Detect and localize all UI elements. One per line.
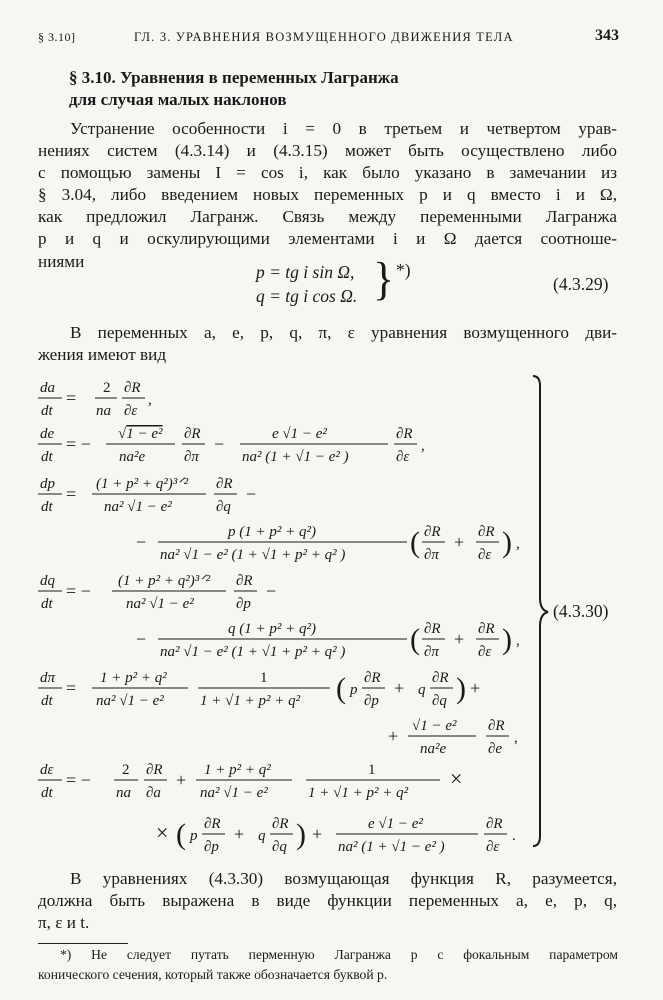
equation-line: q = tg i cos Ω. xyxy=(256,286,358,306)
svg-text:−: − xyxy=(136,532,147,552)
svg-text:= −: = − xyxy=(66,581,91,601)
svg-text:∂R: ∂R xyxy=(204,816,221,832)
svg-text:na² √1 − e²: na² √1 − e² xyxy=(104,499,172,515)
svg-text:dt: dt xyxy=(41,449,53,465)
svg-text:1 + √1 + p² + q²: 1 + √1 + p² + q² xyxy=(200,693,301,709)
svg-text:p: p xyxy=(190,828,198,844)
svg-text:+: + xyxy=(394,678,405,698)
svg-text:e √1 − e²: e √1 − e² xyxy=(368,816,423,832)
svg-text:= −: = − xyxy=(66,770,91,790)
footnote-line: *) Не следует путать перменную Лагранжа p с фокальным параметром xyxy=(60,947,618,962)
svg-text:na²e: na²e xyxy=(119,449,146,465)
svg-text:∂R: ∂R xyxy=(146,762,163,778)
svg-text:=: = xyxy=(66,388,77,408)
svg-text:na² √1 − e²: na² √1 − e² xyxy=(96,693,164,709)
paragraph-1-line: p и q и оскулирующими элементами i и Ω дается соотноше- xyxy=(38,229,617,249)
paragraph-1-line: ниями xyxy=(38,251,85,271)
paragraph-1-line: § 3.04, либо введением новых переменных p и q вместо i и Ω, xyxy=(38,185,617,205)
paragraph-1-line: с помощью замены I = cos i, как было указано в замечании из xyxy=(38,163,617,183)
svg-text:∂ε: ∂ε xyxy=(396,449,410,465)
svg-text:da: da xyxy=(40,380,55,396)
svg-text:): ) xyxy=(456,672,466,705)
svg-text:−: − xyxy=(246,484,257,504)
paragraph-3 xyxy=(38,868,617,934)
running-head-title: ГЛ. 3. УРАВНЕНИЯ ВОЗМУЩЕННОГО ДВИЖЕНИЯ ТЕЛА xyxy=(134,30,514,44)
svg-text:na² √1 − e² (1 + √1 + p² + q²: na² √1 − e² (1 + √1 + p² + q² ) xyxy=(160,547,346,563)
svg-text:×: × xyxy=(450,766,463,791)
svg-text:∂R: ∂R xyxy=(396,426,413,442)
svg-text:na² (1 + √1 − e² ): na² (1 + √1 − e² ) xyxy=(338,839,445,855)
svg-text:,: , xyxy=(514,730,518,746)
svg-text:∂R: ∂R xyxy=(424,621,441,637)
page-number: 343 xyxy=(595,27,619,44)
svg-text:+: + xyxy=(470,678,481,698)
svg-text:,: , xyxy=(148,392,152,408)
svg-text:na² (1 + √1 − e² ): na² (1 + √1 − e² ) xyxy=(242,449,349,465)
svg-text:∂ε: ∂ε xyxy=(124,403,138,419)
svg-text:∂R: ∂R xyxy=(216,476,233,492)
svg-text:=: = xyxy=(66,484,77,504)
svg-text:∂ε: ∂ε xyxy=(478,547,492,563)
svg-text:∂π: ∂π xyxy=(184,449,199,465)
svg-text:dq: dq xyxy=(40,573,55,589)
footnote-mark: *) xyxy=(396,260,411,280)
svg-text:de: de xyxy=(40,426,55,442)
svg-text:na: na xyxy=(96,403,111,419)
svg-text:∂R: ∂R xyxy=(488,718,505,734)
svg-text:∂q: ∂q xyxy=(432,693,447,709)
svg-text:−: − xyxy=(266,581,277,601)
svg-text:∂R: ∂R xyxy=(184,426,201,442)
svg-text:na² √1 − e²: na² √1 − e² xyxy=(200,785,268,801)
svg-text:dt: dt xyxy=(41,403,53,419)
svg-text:√1 − e²: √1 − e² xyxy=(412,718,457,734)
svg-text:dε: dε xyxy=(40,762,54,778)
svg-text:p (1 + p² + q²): p (1 + p² + q²) xyxy=(228,524,316,540)
svg-text:∂π: ∂π xyxy=(424,644,439,660)
svg-text:∂ε: ∂ε xyxy=(478,644,492,660)
svg-text:∂R: ∂R xyxy=(478,524,495,540)
svg-text:∂p: ∂p xyxy=(236,596,251,612)
svg-text:∂q: ∂q xyxy=(216,499,231,515)
svg-text:1: 1 xyxy=(368,762,376,778)
svg-text:∂R: ∂R xyxy=(364,670,381,686)
svg-text:+: + xyxy=(234,824,245,844)
svg-text:∂p: ∂p xyxy=(364,693,379,709)
svg-text:p: p xyxy=(350,682,358,698)
svg-text:1 + p² + q²: 1 + p² + q² xyxy=(204,762,271,778)
svg-text:∂R: ∂R xyxy=(478,621,495,637)
running-head xyxy=(38,27,619,49)
svg-text:1 + √1 + p² + q²: 1 + √1 + p² + q² xyxy=(308,785,409,801)
svg-text:∂π: ∂π xyxy=(424,547,439,563)
svg-text:na² √1 − e² (1 + √1 + p² + q²: na² √1 − e² (1 + √1 + p² + q² ) xyxy=(160,644,346,660)
svg-text:−: − xyxy=(136,629,147,649)
equation-number: (4.3.30) xyxy=(553,601,609,621)
svg-text:(: ( xyxy=(410,526,420,559)
svg-text:∂e: ∂e xyxy=(488,741,503,757)
svg-text:(: ( xyxy=(410,623,420,656)
section-heading-line-2: для случая малых наклонов xyxy=(69,90,287,109)
svg-text:,: , xyxy=(516,633,520,649)
svg-text:∂a: ∂a xyxy=(146,785,161,801)
svg-text:=: = xyxy=(66,678,77,698)
svg-text:): ) xyxy=(502,623,512,656)
svg-text:dt: dt xyxy=(41,785,53,801)
svg-text:∂q: ∂q xyxy=(272,839,287,855)
paragraph-3-line: должна быть выражена в виде функции переменных a, e, p, q, xyxy=(38,891,617,911)
svg-text:∂R: ∂R xyxy=(272,816,289,832)
svg-text:dp: dp xyxy=(40,476,55,492)
svg-text:): ) xyxy=(502,526,512,559)
svg-text:√1 − e²: √1 − e² xyxy=(118,426,163,442)
svg-text:×: × xyxy=(156,820,169,845)
svg-text:−: − xyxy=(214,434,225,454)
svg-text:+: + xyxy=(312,824,323,844)
right-brace: } xyxy=(373,253,395,306)
svg-text:= −: = − xyxy=(66,434,91,454)
svg-text:(: ( xyxy=(176,818,186,851)
svg-text:∂ε: ∂ε xyxy=(486,839,500,855)
paragraph-1 xyxy=(38,118,617,273)
running-head-section: § 3.10] xyxy=(38,30,76,44)
svg-text:+: + xyxy=(176,770,187,790)
svg-text:na² √1 − e²: na² √1 − e² xyxy=(126,596,194,612)
footnote-line: конического сечения, который также обозначается буквой p. xyxy=(38,967,388,982)
svg-text:na: na xyxy=(116,785,131,801)
section-heading-line-1: § 3.10. Уравнения в переменных Лагранжа xyxy=(69,68,399,87)
equation-number: (4.3.29) xyxy=(553,274,609,294)
paragraph-3-line: π, ε и t. xyxy=(38,913,90,933)
footnote-rule xyxy=(38,943,128,944)
svg-text:,: , xyxy=(421,438,425,454)
svg-text:∂R: ∂R xyxy=(432,670,449,686)
svg-text:(: ( xyxy=(336,672,346,705)
svg-text:∂R: ∂R xyxy=(486,816,503,832)
paragraph-1-line: как предложил Лагранж. Связь между переменными Лагранжа xyxy=(38,207,617,227)
svg-text:∂R: ∂R xyxy=(424,524,441,540)
svg-text:dt: dt xyxy=(41,499,53,515)
svg-text:+: + xyxy=(454,629,465,649)
section-heading xyxy=(69,67,399,111)
svg-text:e √1 − e²: e √1 − e² xyxy=(272,426,327,442)
svg-text:(1 + p² + q²)³ᐟ²: (1 + p² + q²)³ᐟ² xyxy=(118,573,211,589)
svg-text:): ) xyxy=(296,818,306,851)
footnote xyxy=(38,945,618,985)
svg-text:∂R: ∂R xyxy=(236,573,253,589)
svg-text:1: 1 xyxy=(260,670,268,686)
svg-text:∂R: ∂R xyxy=(124,380,141,396)
svg-text:∂p: ∂p xyxy=(204,839,219,855)
svg-text:,: , xyxy=(516,536,520,552)
svg-text:1 + p² + q²: 1 + p² + q² xyxy=(100,670,167,686)
paragraph-2-line: В переменных a, e, p, q, π, ε уравнения возмущенного дви- xyxy=(70,323,617,342)
svg-text:2: 2 xyxy=(122,762,130,778)
svg-text:(1 + p² + q²)³ᐟ²: (1 + p² + q²)³ᐟ² xyxy=(96,476,189,492)
svg-text:na²e: na²e xyxy=(420,741,447,757)
svg-text:+: + xyxy=(454,532,465,552)
paragraph-2-line: жения имеют вид xyxy=(38,345,167,365)
svg-text:q (1 + p² + q²): q (1 + p² + q²) xyxy=(228,621,316,637)
svg-text:q: q xyxy=(418,682,426,698)
equation-line: p = tg i sin Ω, xyxy=(256,262,355,282)
paragraph-1-line: нениях систем (4.3.14) и (4.3.15) может быть осуществлено либо xyxy=(38,141,617,161)
svg-text:.: . xyxy=(512,828,516,844)
paragraph-2 xyxy=(38,322,617,366)
svg-text:dt: dt xyxy=(41,596,53,612)
svg-text:dt: dt xyxy=(41,693,53,709)
svg-text:+: + xyxy=(388,726,399,746)
svg-text:2: 2 xyxy=(103,380,111,396)
svg-text:dπ: dπ xyxy=(40,670,56,686)
paragraph-3-line: В уравнениях (4.3.30) возмущающая функция R, разумеется, xyxy=(70,869,617,888)
paragraph-1-line: Устранение особенности i = 0 в третьем и четвертом урав- xyxy=(70,119,617,138)
svg-text:q: q xyxy=(258,828,266,844)
